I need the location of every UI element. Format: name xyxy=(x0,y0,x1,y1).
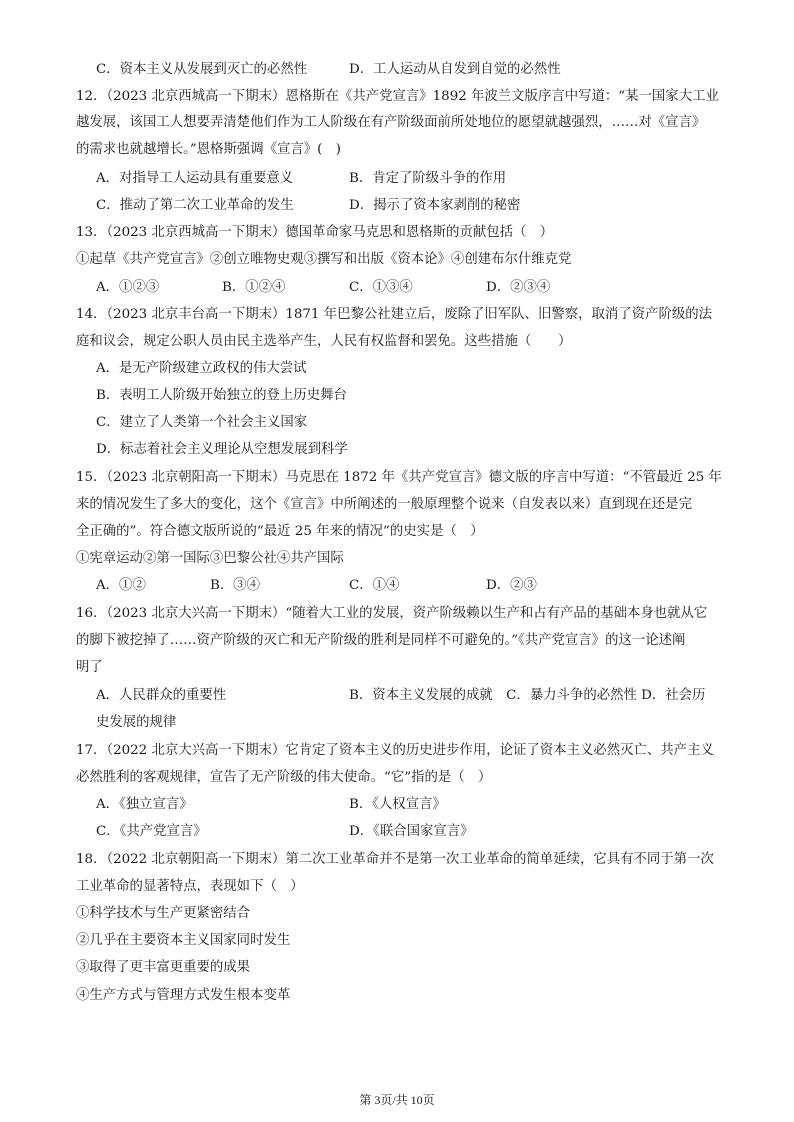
q17-stem-line-2: 必然胜利的客观规律，宣告了无产阶级的伟大使命。“它”指的是（ ） xyxy=(76,770,492,785)
q14-option-d: D．标志着社会主义理论从空想发展到科学 xyxy=(96,442,348,457)
q17-stem-line-1: 17．（2022 北京大兴高一下期末）它肯定了资本主义的历史进步作用，论证了资本主义必然灭亡、共产主义 xyxy=(76,743,714,758)
q16-option-d-continued: 史发展的规律 xyxy=(96,715,177,730)
q11-option-c: C．资本主义从发展到灭亡的必然性 xyxy=(96,62,308,77)
q16-stem-line-1: 16．（2023 北京大兴高一下期末）“随着大工业的发展，资产阶级赖以生产和占有产品的基础本身也就从它 xyxy=(76,606,708,621)
q17-option-d: D．《联合国家宣言》 xyxy=(349,824,474,839)
q18-item-3: ③取得了更丰富更重要的成果 xyxy=(76,960,251,975)
q14-stem-line-1: 14．（2023 北京丰台高一下期末）1871 年巴黎公社建立后，废除了旧军队、旧警察，取消了资产阶级的法 xyxy=(76,307,713,322)
q12-stem-line-1: 12．（2023 北京西城高一下期末）恩格斯在《共产党宣言》1892 年波兰文版序言中写道：“某一国家大工业 xyxy=(76,89,719,104)
q15-stem-line-1: 15．（2023 北京朝阳高一下期末）马克思在 1872 年《共产党宣言》德文版的序言中写道：“不管最近 25 年 xyxy=(76,470,722,485)
q12-option-a: A．对指导工人运动具有重要意义 xyxy=(96,171,294,186)
q12-option-d: D．揭示了资本家剥削的秘密 xyxy=(349,198,521,213)
q12-stem-line-3: 的需求也就越增长。”恩格斯强调《宣言》( ) xyxy=(76,142,342,157)
q14-stem-line-2: 庭和议会，规定公职人员由民主选举产生，人民有权监督和罢免。这些措施（ ） xyxy=(76,334,572,349)
q17-option-b: B．《人权宣言》 xyxy=(349,797,446,812)
q17-option-a: A．《独立宣言》 xyxy=(96,797,193,812)
q15-stem-line-3: 全正确的”。符合德文版所说的“最近 25 年来的情况”的史实是（ ） xyxy=(76,524,484,539)
q18-item-2: ②几乎在主要资本主义国家同时发生 xyxy=(76,933,291,948)
q14-option-a: A．是无产阶级建立政权的伟大尝试 xyxy=(96,361,307,376)
q13-option-a: A．①②③ xyxy=(96,280,160,295)
q16-stem-line-2: 的脚下被挖掉了……资产阶级的灭亡和无产阶级的胜利是同样不可避免的。”《共产党宣言》的这一论述阐 xyxy=(76,633,686,648)
q15-option-b: B．③④ xyxy=(210,578,261,593)
q14-option-b: B．表明工人阶级开始独立的登上历史舞台 xyxy=(96,388,347,403)
q15-option-c: C．①④ xyxy=(349,578,400,593)
q13-stem-line-2: ①起草《共产党宣言》②创立唯物史观③撰写和出版《资本论》④创建布尔什维克党 xyxy=(76,252,572,267)
q18-item-1: ①科学技术与生产更紧密结合 xyxy=(76,906,251,921)
q18-item-4: ④生产方式与管理方式发生根本变革 xyxy=(76,988,291,1003)
q15-stem-line-4: ①宪章运动②第一国际③巴黎公社④共产国际 xyxy=(76,551,344,566)
q18-stem-line-1: 18．（2022 北京朝阳高一下期末）第二次工业革命并不是第一次工业革命的简单延续，它具有不同于第一次 xyxy=(76,852,714,867)
q17-option-c: C．《共产党宣言》 xyxy=(96,824,207,839)
q13-option-c: C．①③④ xyxy=(349,280,413,295)
q13-option-b: B．①②④ xyxy=(222,280,286,295)
q18-stem-line-2: 工业革命的显著特点，表现如下（ ） xyxy=(76,879,304,894)
q12-stem-line-2: 越发展，该国工人想要弄清楚他们作为工人阶级在有产阶级面前所处地位的愿望就越强烈，……对《宣言》 xyxy=(76,115,706,130)
q12-option-c: C．推动了第二次工业革命的发生 xyxy=(96,198,294,213)
q15-option-a: A．①② xyxy=(96,578,146,593)
q13-stem-line-1: 13．（2023 北京西城高一下期末）德国革命家马克思和恩格斯的贡献包括（ ） xyxy=(76,225,554,240)
q14-option-c: C．建立了人类第一个社会主义国家 xyxy=(96,415,308,430)
q13-option-d: D．②③④ xyxy=(486,280,551,295)
q16-stem-line-3: 明了 xyxy=(76,660,103,675)
q15-option-d: D．②③ xyxy=(486,578,537,593)
page-number-footer: 第 3页/共 10页 xyxy=(359,1093,435,1107)
q15-stem-line-2: 来的情况发生了多大的变化，这个《宣言》中所阐述的一般原理整个说来（自发表以来）直到现在还是完 xyxy=(76,497,692,512)
q12-option-b: B．肯定了阶级斗争的作用 xyxy=(349,171,507,186)
q16-options-b-c-d: B．资本主义发展的成就 C．暴力斗争的必然性 D．社会历 xyxy=(349,688,706,703)
q16-option-a: A．人民群众的重要性 xyxy=(96,688,227,703)
q11-option-d: D．工人运动从自发到自觉的必然性 xyxy=(349,62,561,77)
